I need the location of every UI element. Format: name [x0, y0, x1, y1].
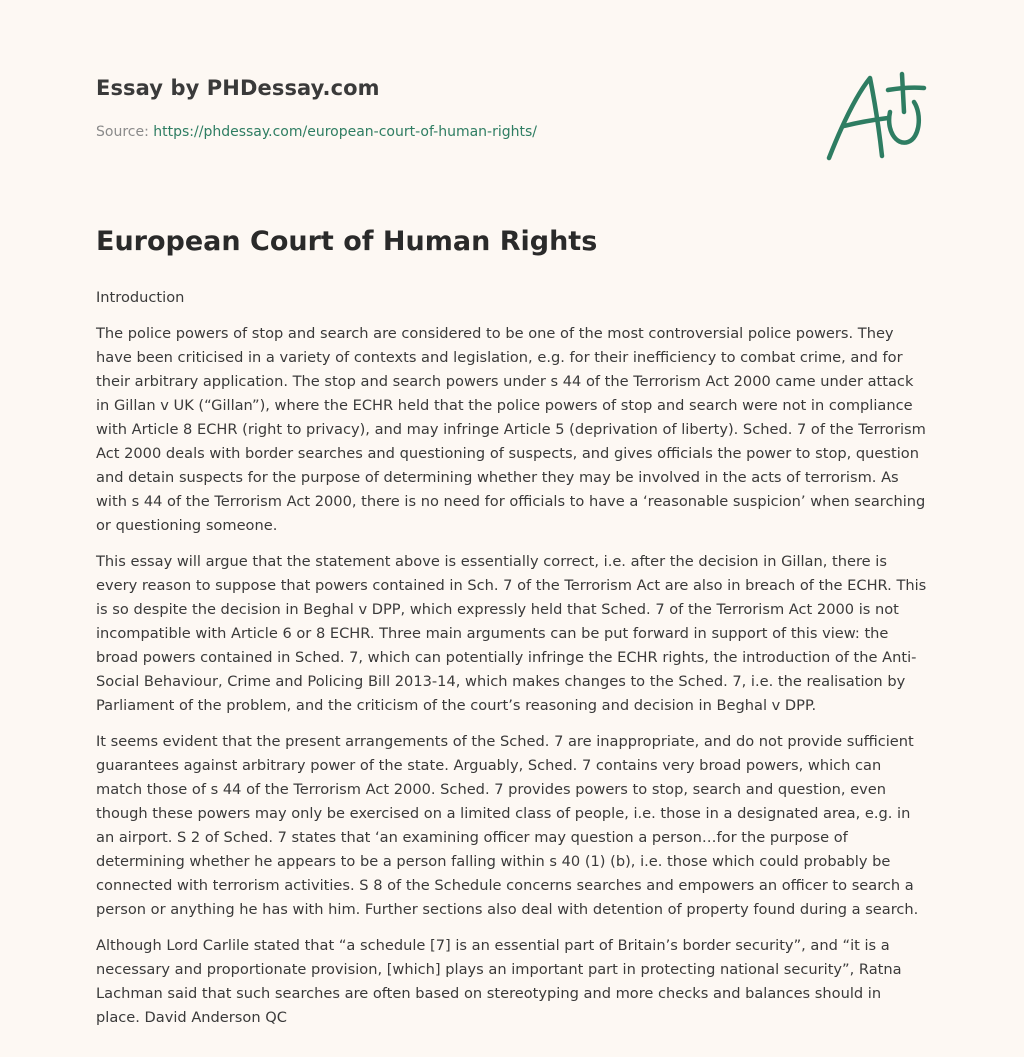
a-plus-logo-icon	[824, 68, 928, 164]
source-link[interactable]: https://phdessay.com/european-court-of-human-rights/	[153, 124, 538, 140]
page-header	[96, 0, 928, 200]
essay-paragraph: This essay will argue that the statement above is essentially correct, i.e. after the decision in Gillan, there is every reason to suppose that powers contained in Sch. 7 of the Terrorism Act are also in breach of the ECHR. This is so despite the decision in Beghal v DPP, which expressly held that Sched. 7 of the Terrorism Act 2000 is not incompatible with Article 6 or 8 ECHR. Three main arguments can be put forward in support of this view: the broad powers contained in Sched. 7, which can potentially infringe the ECHR rights, the introduction of the Anti-Social Behaviour, Crime and Policing Bill 2013-14, which makes changes to the Sched. 7, i.e. the realisation by Parliament of the problem, and the criticism of the court’s reasoning and decision in Beghal v DPP.	[96, 553, 927, 714]
essay-paragraph: The police powers of stop and search are considered to be one of the most controversial police powers. They have been criticised in a variety of contexts and legislation, e.g. for their inefficiency to combat crime, and for their arbitrary application. The stop and search powers under s 44 of the Terrorism Act 2000 came under attack in Gillan v UK (“Gillan”), where the ECHR held that the police powers of stop and search were not in compliance with Article 8 ECHR (right to privacy), and may infringe Article 5 (deprivation of liberty). Sched. 7 of the Terrorism Act 2000 deals with border searches and questioning of suspects, and gives officials the power to stop, question and detain suspects for the purpose of determining whether they may be involved in the acts of terrorism. As with s 44 of the Terrorism Act 2000, there is no need for officials to have a ‘reasonable suspicion’ when searching or questioning someone.	[96, 325, 926, 534]
essay-paragraph: It seems evident that the present arrangements of the Sched. 7 are inappropriate, and do not provide sufficient guarantees against arbitrary power of the state. Arguably, Sched. 7 contains very broad powers, which can match those of s 44 of the Terrorism Act 2000. Sched. 7 provides powers to stop, search and question, even though these powers may only be exercised on a limited class of people, i.e. those in a designated area, e.g. in an airport. S 2 of Sched. 7 states that ‘an examining officer may question a person…for the purpose of determining whether he appears to be a person falling within s 40 (1) (b), i.e. those which could probably be connected with terrorism activities. S 8 of the Schedule concerns searches and empowers an officer to search a person or anything he has with him. Further sections also deal with detention of property found during a search.	[96, 733, 919, 918]
essay-paragraph: Although Lord Carlile stated that “a schedule [7] is an essential part of Britain’s border security”, and “it is a necessary and proportionate provision, [which] plays an important part in protecting national security”, Ratna Lachman said that such searches are often based on stereotyping and more checks and balances should in place. David Anderson QC	[96, 937, 902, 1026]
essay-body	[96, 286, 928, 1042]
essay-title: European Court of Human Rights	[96, 226, 598, 257]
site-brand: Essay by PHDessay.com	[96, 76, 380, 100]
source-line	[96, 124, 537, 140]
intro-heading: Introduction	[96, 289, 185, 306]
essay-page	[96, 0, 928, 1026]
source-label: Source:	[96, 124, 149, 140]
